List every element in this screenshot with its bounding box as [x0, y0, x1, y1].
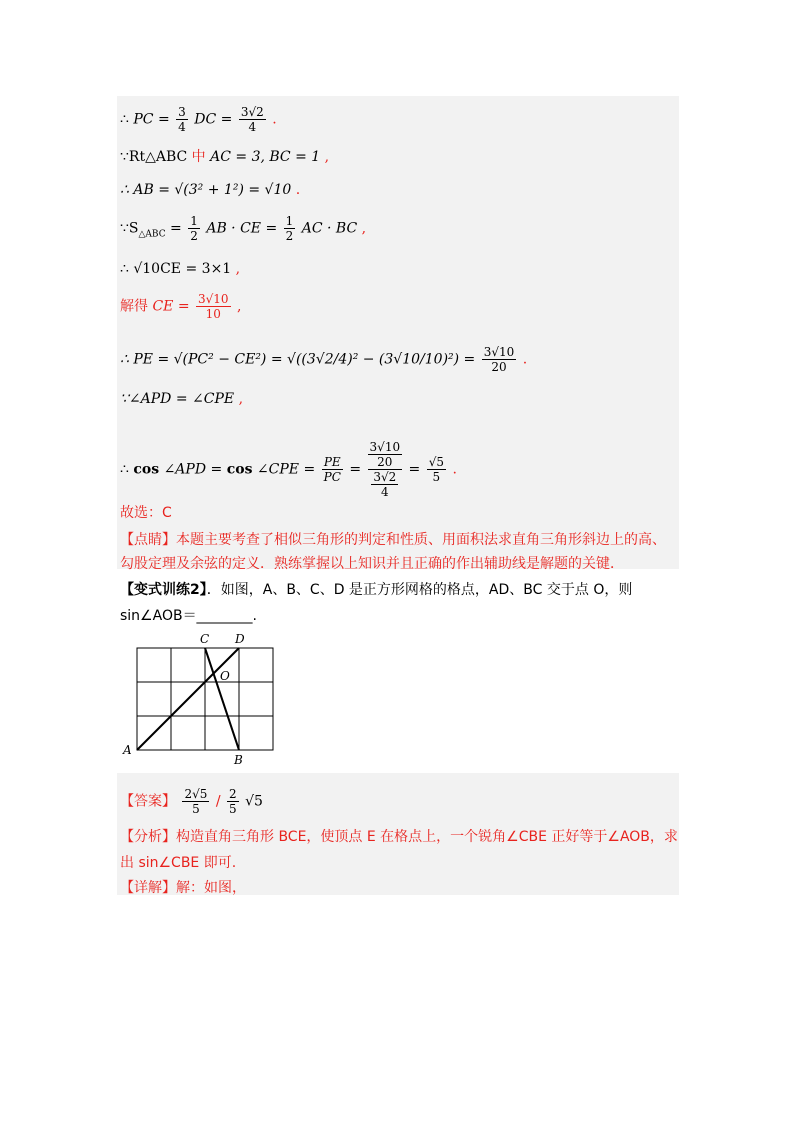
variant-question: 【变式训练2】．如图，A、B、C、D 是正方形网格的格点，AD、BC 交于点 O，则 [120, 582, 633, 598]
fraction: $\frac{√5}{5}$ [428, 455, 445, 484]
segment-ad [137, 648, 239, 750]
fraction: $\frac{1}{2}$ [190, 214, 198, 243]
fraction: $\frac{3√10}{10}$ [198, 292, 229, 321]
variant-question-line-2: sin∠AOB＝________. [120, 608, 258, 624]
answer-choice: 故选：C [120, 505, 172, 521]
detail-line: 【详解】解：如图， [120, 880, 246, 896]
fraction: $\frac{1}{2}$ [285, 214, 294, 243]
label-o: O [220, 669, 230, 683]
fraction: $\frac{3√2}{4}$ [240, 105, 264, 134]
compound-fraction: $\frac{\frac{3√10}{20}}{\frac{3√2}{4}}$ [369, 440, 401, 499]
step-9: ∴ cos ∠APD = cos ∠CPE = $\frac{PE}{PC}$ = $\frac{\frac{3√10}{20}}{\frac{3√2}{4}}$ = $\frac{√5}{5}$ . [120, 440, 457, 499]
fraction: $\frac{2}{5}$ [229, 787, 237, 816]
segment-cb [205, 648, 239, 750]
comment-line-2: 勾股定理及余弦的定义．熟练掌握以上知识并且正确的作出辅助线是解题的关键． [120, 556, 624, 572]
answer-line: 【答案】 $\frac{2√5}{5}$ / $\frac{2}{5}$ √5 [120, 787, 263, 816]
step-2: ∵Rt△ABC 中 AC = 3, BC = 1 , [120, 149, 330, 165]
step-5: ∴ √10CE = 3×1 , [120, 261, 241, 277]
label-d: D [235, 632, 245, 646]
label-c: C [200, 632, 210, 646]
analysis-line-1: 【分析】构造直角三角形 BCE，使顶点 E 在格点上，一个锐角∠CBE 正好等于∠AOB，求 [120, 829, 678, 845]
step-8: ∵∠APD = ∠CPE , [120, 391, 244, 407]
step-6: 解得 CE = $\frac{3√10}{10}$ , [120, 292, 242, 321]
step-4: $\because S_{\triangle ABC}$ = $\frac{1}{2}$ AB · CE = $\frac{1}{2}$ AC · BC , [120, 214, 367, 243]
fraction: $\frac{3√10}{20}$ [483, 345, 515, 374]
comment-line-1: 【点睛】本题主要考查了相似三角形的判定和性质、用面积法求直角三角形斜边上的高、 [120, 532, 666, 548]
fraction: $\frac{2√5}{5}$ [184, 787, 208, 816]
label-b: B [234, 753, 243, 767]
square-grid-figure [118, 630, 288, 770]
fraction: $\frac{3}{4}$ [178, 105, 186, 134]
step-3: ∴ AB = √(3² + 1²) = √10 . [120, 182, 301, 198]
analysis-line-2: 出 sin∠CBE 即可. [120, 855, 237, 871]
step-7: ∴ PE = √(PC² − CE²) = √((3√2/4)² − (3√10/10)²) = $\frac{3√10}{20}$ . [120, 345, 528, 374]
step-1: ∴ PC = $\frac{3}{4}$ DC = $\frac{3√2}{4}$ . [120, 105, 277, 134]
label-a: A [123, 743, 132, 757]
fraction: $\frac{PE}{PC}$ [323, 455, 341, 484]
